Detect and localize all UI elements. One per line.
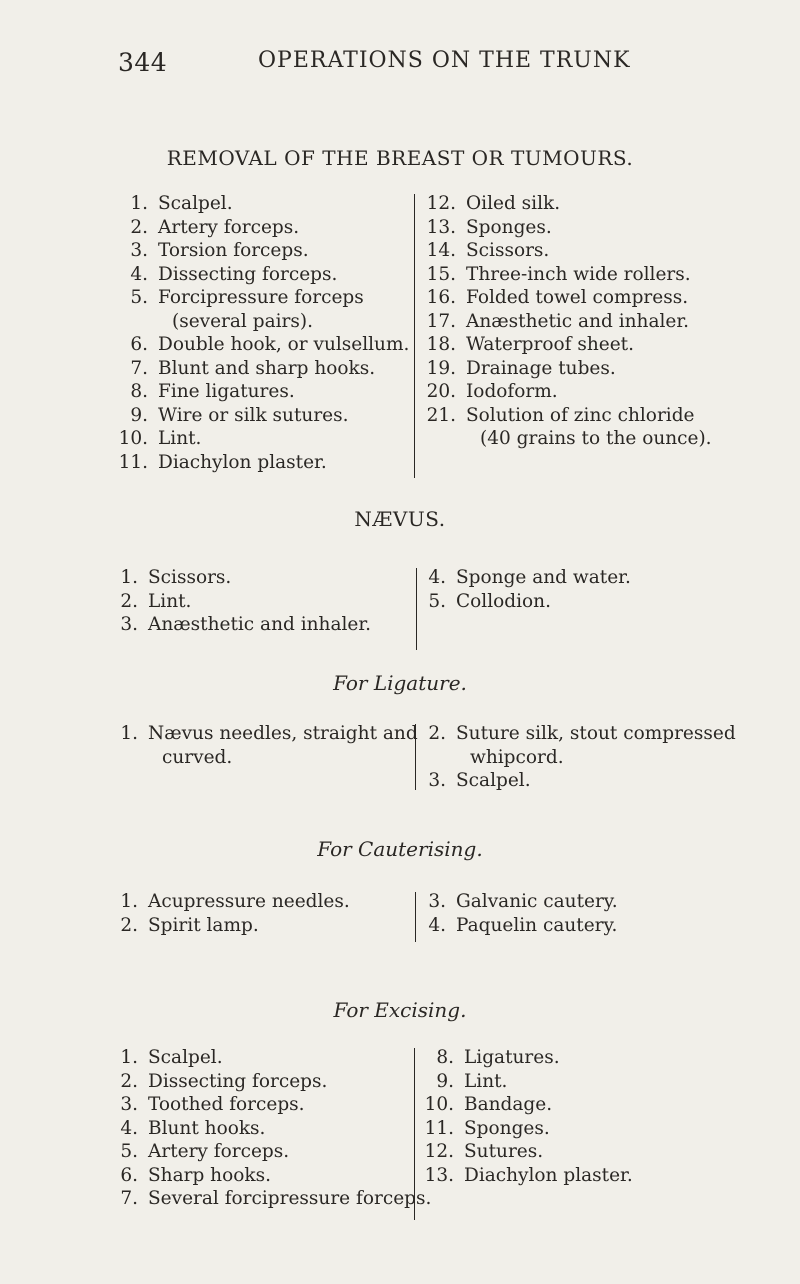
list-item <box>426 722 736 769</box>
item-label: Scalpel. <box>456 770 531 791</box>
breast-column-divider <box>414 194 415 478</box>
item-text <box>446 914 617 938</box>
item-number: 4. <box>120 1117 138 1139</box>
item-continuation: (40 grains to the ounce). <box>480 428 712 449</box>
item-text <box>456 380 558 404</box>
item-label: Three-inch wide rollers. <box>466 263 691 285</box>
list-item <box>426 404 712 451</box>
item-label: Several forcipressure forceps. <box>148 1188 432 1209</box>
item-text <box>138 1093 305 1117</box>
list-item <box>426 357 712 381</box>
item-text <box>456 263 691 287</box>
item-text <box>446 890 618 914</box>
list-item <box>422 1117 633 1141</box>
item-label: Nævus needles, straight and <box>148 723 418 744</box>
breast-list-right <box>426 192 712 451</box>
item-text <box>454 1117 550 1141</box>
cauterising-column-divider <box>415 892 416 942</box>
item-number: 2. <box>120 914 138 936</box>
item-text <box>138 1140 289 1164</box>
item-label: Anæsthetic and inhaler. <box>466 310 690 332</box>
item-text <box>138 890 350 914</box>
list-item <box>118 1187 431 1211</box>
item-number: 8. <box>130 381 148 402</box>
item-text <box>138 722 418 769</box>
list-item <box>422 1140 633 1164</box>
list-item <box>426 566 631 590</box>
list-item <box>426 380 712 404</box>
item-text <box>138 1117 265 1141</box>
item-text <box>456 310 689 334</box>
item-number: 5. <box>130 287 148 308</box>
item-number: 3. <box>120 614 138 635</box>
list-item <box>426 914 618 938</box>
list-item <box>118 263 409 287</box>
list-item <box>422 1164 633 1188</box>
item-label: Collodion. <box>456 590 551 612</box>
item-text <box>148 427 201 451</box>
item-text <box>454 1046 560 1070</box>
item-label: Lint. <box>158 428 202 449</box>
naevus-list-right <box>426 566 631 613</box>
item-text <box>138 1164 271 1188</box>
list-item <box>118 380 409 404</box>
list-item <box>118 333 409 357</box>
item-text <box>456 216 552 240</box>
excising-list-left <box>118 1046 431 1211</box>
list-item <box>118 1046 431 1070</box>
naevus-list-left <box>118 566 371 637</box>
item-number: 16. <box>426 287 456 308</box>
item-label: Fine ligatures. <box>158 381 295 402</box>
page-number: 344 <box>118 48 168 77</box>
item-text <box>148 380 295 404</box>
item-number: 12. <box>426 193 456 214</box>
list-item <box>426 192 712 216</box>
cauterising-list-right <box>426 890 618 937</box>
list-item <box>118 216 409 240</box>
item-label: Blunt and sharp hooks. <box>158 357 376 379</box>
item-number: 1. <box>120 723 138 744</box>
item-text <box>148 216 299 240</box>
breast-section-title: REMOVAL OF THE BREAST OR TUMOURS. <box>166 146 634 170</box>
item-text <box>456 333 634 357</box>
item-label: Toothed forceps. <box>148 1094 305 1115</box>
item-text <box>456 192 560 216</box>
item-continuation: (several pairs). <box>172 310 313 332</box>
item-label: Scissors. <box>466 240 550 261</box>
item-number: 8. <box>436 1047 454 1068</box>
item-label: Wire or silk sutures. <box>158 404 349 426</box>
list-item <box>118 1093 431 1117</box>
item-label: Acupressure needles. <box>148 891 350 912</box>
item-text <box>138 613 371 637</box>
item-text <box>148 263 337 287</box>
item-text <box>454 1164 633 1188</box>
list-item <box>118 1070 431 1094</box>
item-label: Bandage. <box>464 1094 553 1115</box>
item-number: 17. <box>426 310 456 332</box>
item-text <box>148 451 327 475</box>
list-item <box>118 357 409 381</box>
item-text <box>446 590 551 614</box>
item-label: Sutures. <box>464 1141 544 1162</box>
item-number: 5. <box>120 1141 138 1162</box>
list-item <box>118 404 409 428</box>
item-label: Double hook, or vulsellum. <box>158 334 410 355</box>
item-label: Paquelin cautery. <box>456 914 618 936</box>
item-label: Lint. <box>148 590 192 612</box>
list-item <box>118 192 409 216</box>
item-label: Forcipressure forceps <box>158 287 364 308</box>
item-label: Iodoform. <box>466 381 558 402</box>
item-label: Scalpel. <box>158 193 233 214</box>
item-number: 10. <box>118 428 148 449</box>
item-number: 1. <box>120 567 138 588</box>
item-label: Sharp hooks. <box>148 1164 271 1186</box>
item-label: Blunt hooks. <box>148 1117 266 1139</box>
item-number: 11. <box>424 1117 454 1139</box>
item-text <box>138 590 191 614</box>
item-text <box>446 722 736 769</box>
item-label: Scissors. <box>148 567 232 588</box>
item-number: 18. <box>426 334 456 355</box>
item-label: Oiled silk. <box>466 193 561 214</box>
list-item <box>426 286 712 310</box>
list-item <box>118 1117 431 1141</box>
list-item <box>118 890 350 914</box>
excising-list-right <box>422 1046 633 1187</box>
ligature-section-title: For Ligature. <box>333 671 467 695</box>
item-number: 5. <box>428 590 446 612</box>
list-item <box>422 1070 633 1094</box>
list-item <box>426 216 712 240</box>
list-item <box>118 590 371 614</box>
list-item <box>422 1093 633 1117</box>
item-number: 3. <box>130 240 148 261</box>
item-continuation: curved. <box>162 746 233 768</box>
list-item <box>118 451 409 475</box>
item-number: 1. <box>120 1047 138 1068</box>
item-text <box>148 192 233 216</box>
list-item <box>118 427 409 451</box>
naevus-section-title: NÆVUS. <box>354 507 446 531</box>
item-number: 7. <box>120 1188 138 1209</box>
list-item <box>118 914 350 938</box>
item-number: 1. <box>120 891 138 912</box>
item-number: 21. <box>426 404 456 426</box>
list-item <box>118 286 409 333</box>
item-text <box>456 239 549 263</box>
item-continuation: whipcord. <box>470 746 564 768</box>
item-label: Drainage tubes. <box>466 357 616 379</box>
excising-section-title: For Excising. <box>333 998 467 1022</box>
list-item <box>426 310 712 334</box>
ligature-list-right <box>426 722 736 793</box>
item-number: 15. <box>426 263 456 285</box>
item-number: 4. <box>130 263 148 285</box>
item-text <box>456 357 616 381</box>
list-item <box>118 566 371 590</box>
item-text <box>138 1070 327 1094</box>
item-number: 9. <box>130 404 148 426</box>
item-label: Spirit lamp. <box>148 914 259 936</box>
item-label: Folded towel compress. <box>466 287 689 308</box>
list-item <box>118 1140 431 1164</box>
item-number: 20. <box>426 381 456 402</box>
list-item <box>118 722 418 769</box>
ligature-list-left <box>118 722 418 769</box>
excising-column-divider <box>414 1048 415 1220</box>
item-number: 4. <box>428 914 446 936</box>
ligature-column-divider <box>415 724 416 790</box>
item-label: Suture silk, stout compressed <box>456 723 736 744</box>
breast-list-left <box>118 192 409 474</box>
item-text <box>446 566 631 590</box>
item-label: Lint. <box>464 1070 508 1092</box>
item-text <box>138 1187 431 1211</box>
item-text <box>148 404 348 428</box>
item-number: 2. <box>130 216 148 238</box>
item-label: Ligatures. <box>464 1047 560 1068</box>
list-item <box>118 613 371 637</box>
item-text <box>148 357 375 381</box>
item-label: Scalpel. <box>148 1047 223 1068</box>
item-number: 12. <box>424 1141 454 1162</box>
list-item <box>426 769 736 793</box>
item-text <box>148 239 309 263</box>
item-number: 6. <box>130 334 148 355</box>
list-item <box>118 1164 431 1188</box>
item-number: 3. <box>120 1094 138 1115</box>
item-number: 14. <box>426 240 456 261</box>
item-label: Sponge and water. <box>456 567 631 588</box>
item-text <box>456 404 712 451</box>
list-item <box>118 239 409 263</box>
item-label: Artery forceps. <box>148 1141 290 1162</box>
item-label: Solution of zinc chloride <box>466 404 695 426</box>
item-label: Galvanic cautery. <box>456 891 618 912</box>
item-text <box>456 286 688 310</box>
item-label: Diachylon plaster. <box>158 451 327 473</box>
list-item <box>426 333 712 357</box>
list-item <box>426 590 631 614</box>
item-text <box>148 333 409 357</box>
page-header <box>0 48 800 80</box>
running-title: OPERATIONS ON THE TRUNK <box>258 48 631 73</box>
item-label: Sponges. <box>466 216 552 238</box>
item-label: Dissecting forceps. <box>148 1070 328 1092</box>
item-label: Diachylon plaster. <box>464 1164 633 1186</box>
item-number: 6. <box>120 1164 138 1186</box>
list-item <box>426 263 712 287</box>
cauterising-list-left <box>118 890 350 937</box>
item-number: 10. <box>424 1094 454 1115</box>
item-label: Dissecting forceps. <box>158 263 338 285</box>
item-number: 2. <box>428 723 446 744</box>
item-label: Artery forceps. <box>158 216 300 238</box>
item-number: 3. <box>428 770 446 791</box>
item-label: Sponges. <box>464 1117 550 1139</box>
cauterising-section-title: For Cauterising. <box>317 837 483 861</box>
item-number: 19. <box>426 357 456 379</box>
item-number: 9. <box>436 1070 454 1092</box>
item-text <box>454 1070 507 1094</box>
item-text <box>454 1093 552 1117</box>
item-number: 2. <box>120 590 138 612</box>
item-text <box>138 566 231 590</box>
list-item <box>426 239 712 263</box>
item-number: 7. <box>130 357 148 379</box>
item-label: Anæsthetic and inhaler. <box>148 614 372 635</box>
item-number: 4. <box>428 567 446 588</box>
list-item <box>426 890 618 914</box>
item-label: Torsion forceps. <box>158 240 309 261</box>
naevus-column-divider <box>416 568 417 650</box>
list-item <box>422 1046 633 1070</box>
item-text <box>454 1140 543 1164</box>
item-number: 13. <box>424 1164 454 1186</box>
item-text <box>138 1046 223 1070</box>
item-number: 3. <box>428 891 446 912</box>
item-number: 2. <box>120 1070 138 1092</box>
item-number: 1. <box>130 193 148 214</box>
item-text <box>148 286 364 333</box>
item-text <box>446 769 531 793</box>
item-number: 11. <box>118 451 148 473</box>
item-text <box>138 914 259 938</box>
item-label: Waterproof sheet. <box>466 334 634 355</box>
item-number: 13. <box>426 216 456 238</box>
